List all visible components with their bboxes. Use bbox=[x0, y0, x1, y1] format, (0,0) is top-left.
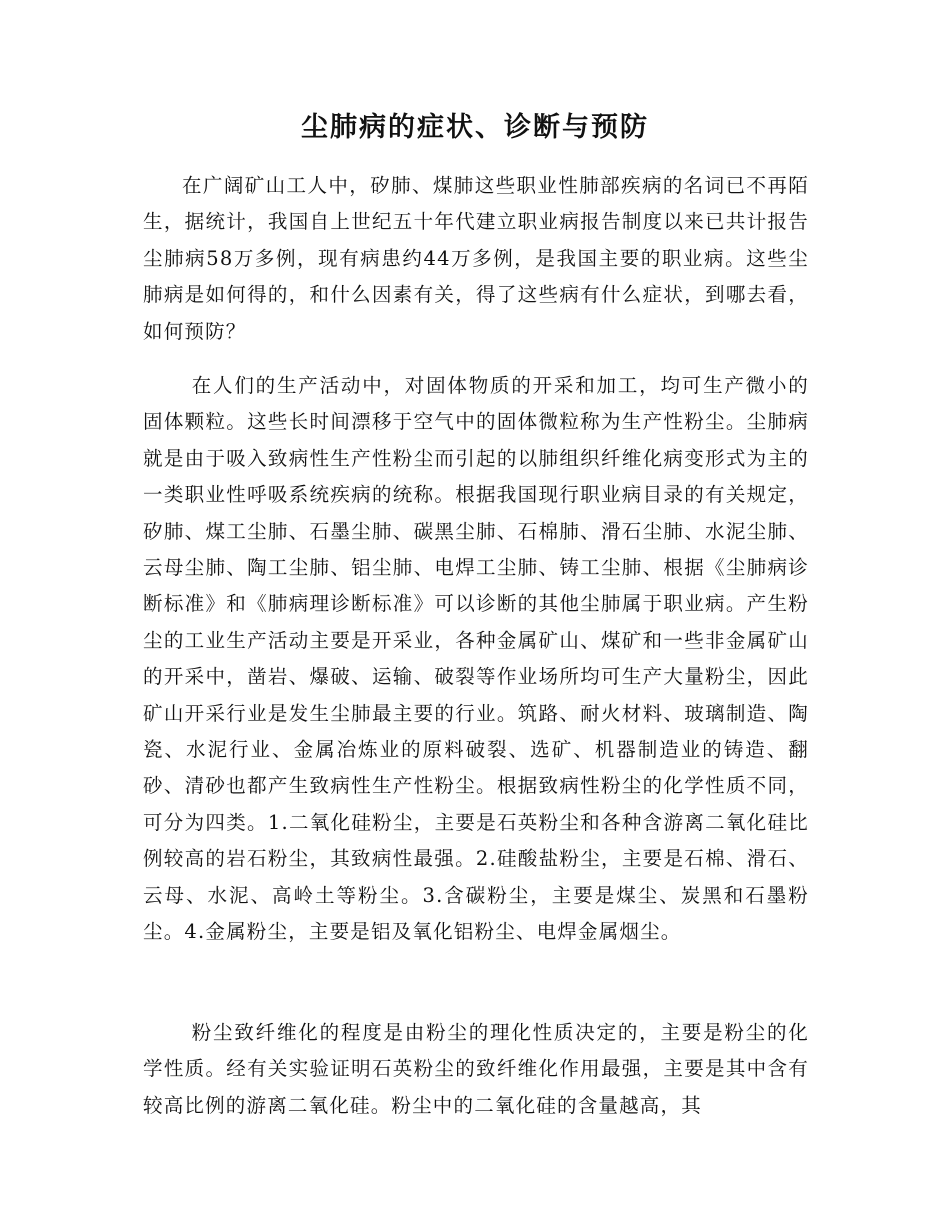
document-title: 尘肺病的症状、诊断与预防 bbox=[301, 112, 649, 143]
paragraph-dust-types: 在人们的生产活动中，对固体物质的开采和加工，均可生产微小的固体颗粒。这些长时间漂移于空气中的固体微粒称为生产性粉尘。尘肺病就是由于吸入致病性生产性粉尘而引起的以肺组织纤维化病变形式为主的一类职业性呼吸系统疾病的统称。根据我国现行职业病目录的有关规定，矽肺、煤工尘肺、石墨尘肺、碳黑尘肺、石棉肺、滑石尘肺、水泥尘肺、云母尘肺、陶工尘肺、铝尘肺、电焊工尘肺、铸工尘肺、根据《尘肺病诊断标准》和《肺病理诊断标准》可以诊断的其他尘肺属于职业病。产生粉尘的工业生产活动主要是开采业，各种金属矿山、煤矿和一些非金属矿山的开采中，凿岩、爆破、运输、破裂等作业场所均可生产大量粉尘，因此矿山开采行业是发生尘肺最主要的行业。筑路、耐火材料、玻璃制造、陶瓷、水泥行业、金属冶炼业的原料破裂、选矿、机器制造业的铸造、翻砂、清砂也都产生致病性生产性粉尘。根据致病性粉尘的化学性质不同，可分为四类。1.二氧化硅粉尘，主要是石英粉尘和各种含游离二氧化硅比例较高的岩石粉尘，其致病性最强。2.硅酸盐粉尘，主要是石棉、滑石、云母、水泥、高岭土等粉尘。3.含碳粉尘，主要是煤尘、炭黑和石墨粉尘。4.金属粉尘，主要是铝及氧化铝粉尘、电焊金属烟尘。 bbox=[143, 374, 809, 944]
paragraph-intro: 在广阔矿山工人中，矽肺、煤肺这些职业性肺部疾病的名词已不再陌生，据统计，我国自上世纪五十年代建立职业病报告制度以来已共计报告尘肺病58万多例，现有病患约44万多例，是我国主要的职业病。这些尘肺病是如何得的，和什么因素有关，得了这些病有什么症状，到哪去看，如何预防？ bbox=[143, 174, 809, 343]
paragraph-fibrosis: 粉尘致纤维化的程度是由粉尘的理化性质决定的，主要是粉尘的化学性质。经有关实验证明石英粉尘的致纤维化作用最强，主要是其中含有较高比例的游离二氧化硅。粉尘中的二氧化硅的含量越高，其 bbox=[143, 1021, 809, 1117]
